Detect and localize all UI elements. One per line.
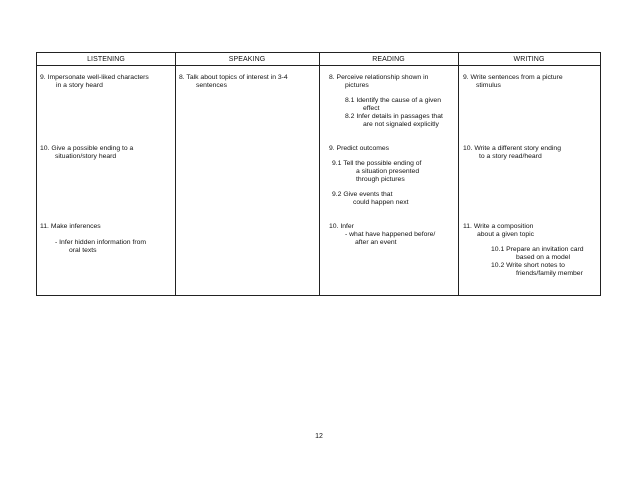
column-divider [175, 53, 176, 295]
writing-item-9: 9. Write sentences from a picture stimulus [463, 74, 563, 89]
header-speaking: SPEAKING [228, 56, 266, 63]
speaking-item-8: 8. Talk about topics of interest in 3-4 sentences [179, 74, 288, 89]
page-number: 12 [315, 433, 323, 440]
reading-item-8: 8. Perceive relationship shown in pictures 8.1 Identify the cause of a given effect 8.2 Infer details in passages that are not signaled explicitly [329, 74, 443, 128]
curriculum-table [36, 52, 601, 296]
header-listening: LISTENING [87, 56, 125, 63]
writing-item-11: 11. Write a composition about a given topic 10.1 Prepare an invitation card based on a model 10.2 Write short notes to friends/family member [463, 223, 584, 277]
column-divider [458, 53, 459, 295]
writing-item-10: 10. Write a different story ending to a story read/heard [463, 145, 561, 160]
column-divider [319, 53, 320, 295]
reading-item-9: 9. Predict outcomes 9.1 Tell the possible ending of a situation presented through pictures 9.2 Give events that could happen next [329, 145, 422, 206]
header-writing: WRITING [513, 56, 545, 63]
header-divider [37, 65, 600, 66]
listening-item-10: 10. Give a possible ending to a situation/story heard [40, 145, 134, 160]
header-reading: READING [372, 56, 405, 63]
listening-item-9: 9. Impersonate well-liked characters in a story heard [40, 74, 149, 89]
reading-item-10: 10. Infer - what have happened before/ after an event [329, 223, 436, 246]
listening-item-11: 11. Make inferences - Infer hidden information from oral texts [40, 223, 147, 254]
